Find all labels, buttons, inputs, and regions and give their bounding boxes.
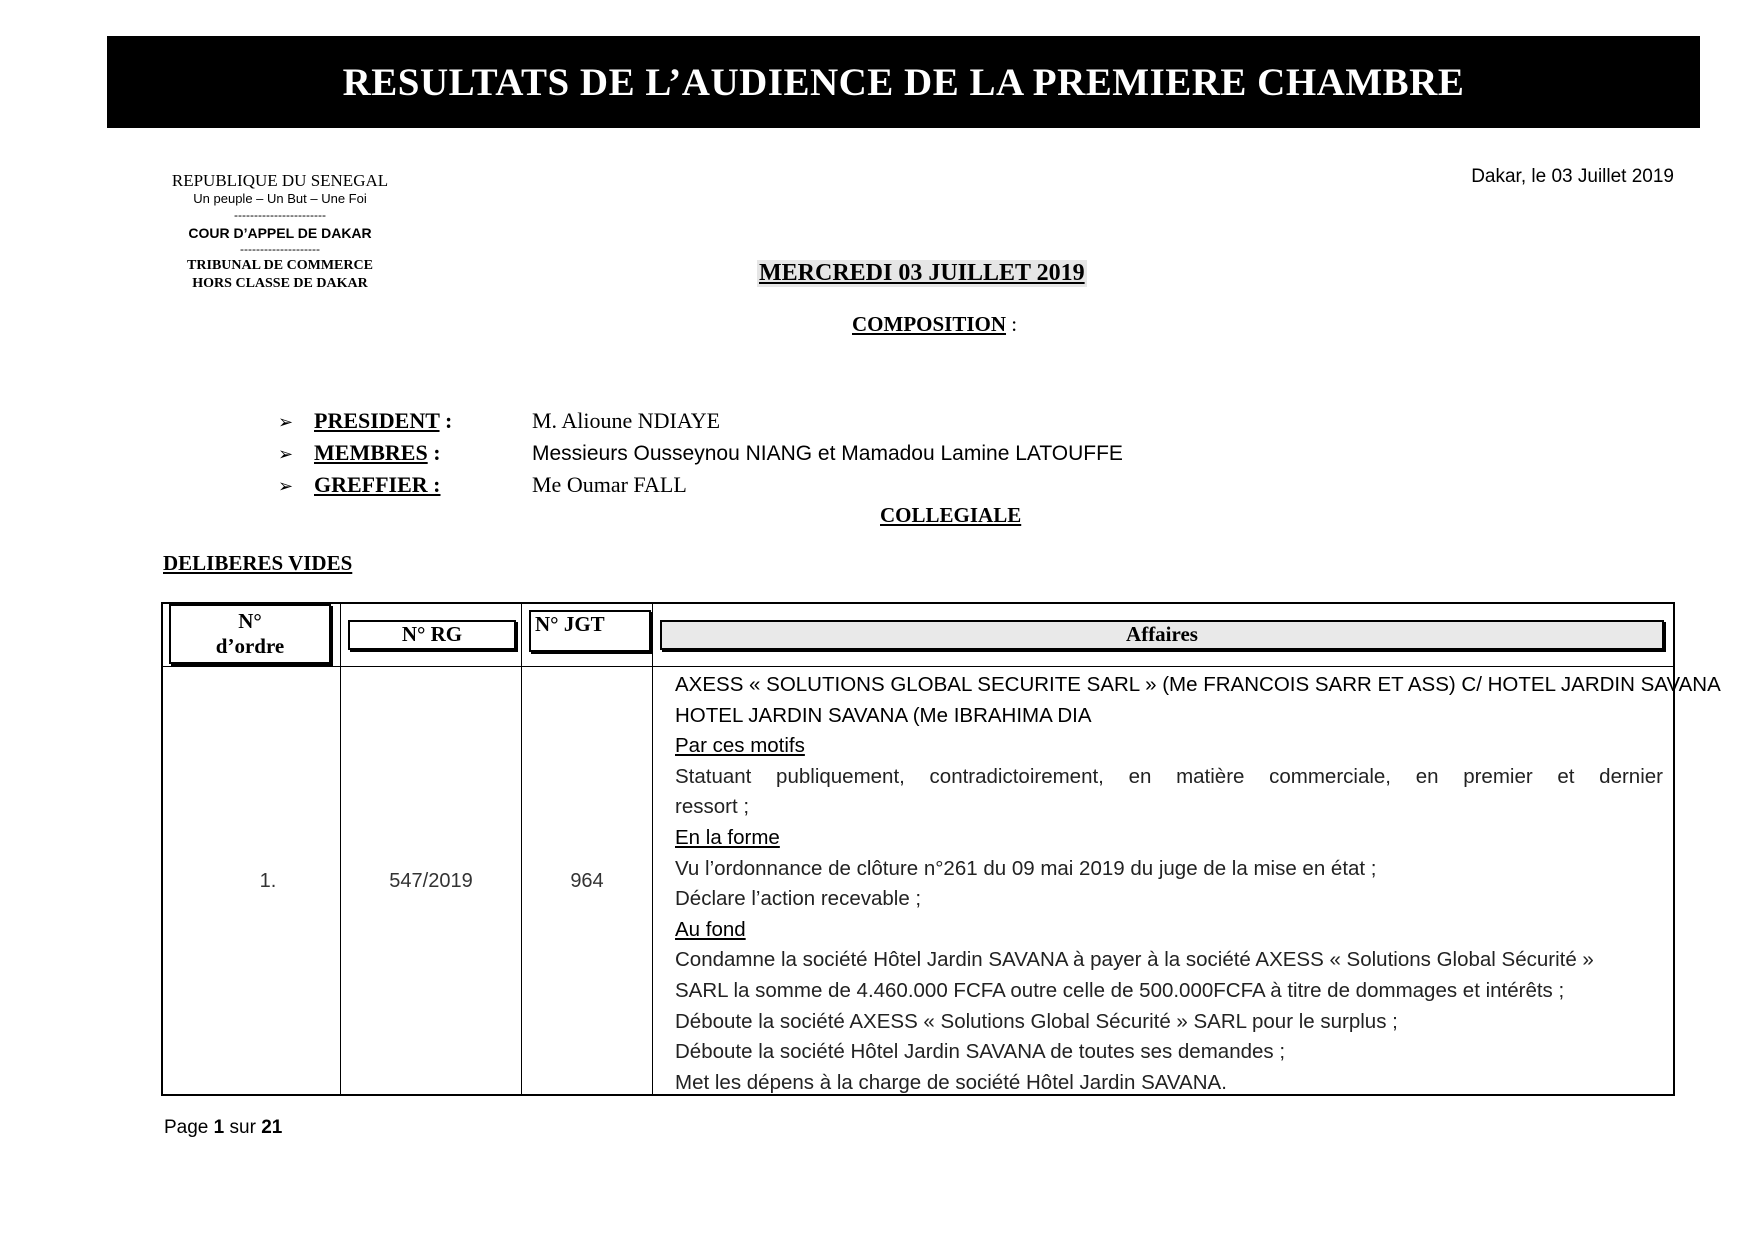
title-banner [107, 36, 1700, 128]
header-rg: N° RG [348, 620, 516, 650]
forme-title: En la forme [675, 825, 780, 849]
role-value: M. Alioune NDIAYE [532, 408, 721, 433]
row-affaire [665, 666, 1721, 1098]
letterhead-separator: -------------------- [240, 242, 320, 256]
fond-line: Déboute la société Hôtel Jardin SAVANA de toutes ses demandes ; [675, 1040, 1286, 1064]
arrow-bullet-icon: ➢ [278, 444, 294, 465]
fond-line: Déboute la société AXESS « Solutions Global Sécurité » SARL pour le surplus ; [675, 1009, 1398, 1033]
role-label: MEMBRES : [314, 440, 441, 465]
fond-line: SARL la somme de 4.460.000 FCFA outre celle de 500.000FCFA à titre de dommages et intérêts ; [675, 978, 1565, 1002]
header-affaires: Affaires [660, 620, 1664, 650]
composition-row-membres [278, 440, 1123, 466]
arrow-bullet-icon: ➢ [278, 476, 294, 497]
court-name: COUR D’APPEL DE DAKAR [188, 224, 372, 241]
page-title: RESULTATS DE L’AUDIENCE DE LA PREMIERE CHAMBRE [342, 60, 1465, 104]
parties-line: AXESS « SOLUTIONS GLOBAL SECURITE SARL » (Me FRANCOIS SARR ET ASS) C/ HOTEL JARDIN SAVANA [675, 673, 1721, 696]
letterhead [130, 170, 430, 292]
composition-row-president [278, 408, 720, 434]
row-ordre: 1. [259, 870, 277, 892]
composition-heading [852, 312, 1017, 337]
composition-colon: : [1006, 312, 1018, 336]
fond-line: Met les dépens à la charge de société Hôtel Jardin SAVANA. [675, 1070, 1227, 1094]
fond-title: Au fond [675, 917, 746, 941]
forme-line: Déclare l’action recevable ; [675, 887, 922, 911]
role-label: PRESIDENT : [314, 408, 453, 433]
formation-label: COLLEGIALE [880, 503, 1022, 527]
composition-title: COMPOSITION [852, 312, 1007, 336]
forme-line: Vu l’ordonnance de clôture n°261 du 09 mai 2019 du juge de la mise en état ; [675, 856, 1377, 880]
national-motto: Un peuple – Un But – Une Foi [193, 191, 367, 207]
composition-row-greffier [278, 472, 687, 498]
republic-name: REPUBLIQUE DU SENEGAL [171, 171, 389, 190]
motifs-text: ressort ; [675, 795, 750, 819]
column-divider [340, 604, 341, 1094]
arrow-bullet-icon: ➢ [278, 412, 294, 433]
document-date: Dakar, le 03 Juillet 2019 [1471, 166, 1674, 187]
fond-line: Condamne la société Hôtel Jardin SAVANA à payer à la société AXESS « Solutions Global Sécurité » [675, 948, 1594, 972]
row-rg: 547/2019 [389, 870, 473, 892]
tribunal-name-line1: TRIBUNAL DE COMMERCE [187, 258, 373, 273]
role-value: Messieurs Ousseynou NIANG et Mamadou Lamine LATOUFFE [532, 442, 1123, 465]
role-label: GREFFIER : [314, 472, 441, 497]
role-value: Me Oumar FALL [532, 472, 687, 497]
parties-line: HOTEL JARDIN SAVANA (Me IBRAHIMA DIA [675, 703, 1092, 727]
header-ordre: N° d’ordre [169, 604, 331, 664]
column-divider [652, 604, 653, 1094]
section-title: DELIBERES VIDES [163, 551, 353, 575]
motifs-title: Par ces motifs [675, 734, 805, 758]
tribunal-name-line2: HORS CLASSE DE DAKAR [192, 275, 368, 291]
page-number: Page 1 sur 21 [164, 1117, 283, 1138]
header-jgt: N° JGT [529, 610, 651, 652]
hearing-date: MERCREDI 03 JUILLET 2019 [759, 260, 1085, 286]
letterhead-separator: ----------------------- [234, 207, 326, 222]
results-table [161, 602, 1721, 1096]
motifs-text: Statuant publiquement, contradictoirement, en matière commerciale, en premier et dernier [675, 764, 1663, 788]
row-jgt: 964 [570, 870, 604, 892]
column-divider [521, 604, 522, 1094]
